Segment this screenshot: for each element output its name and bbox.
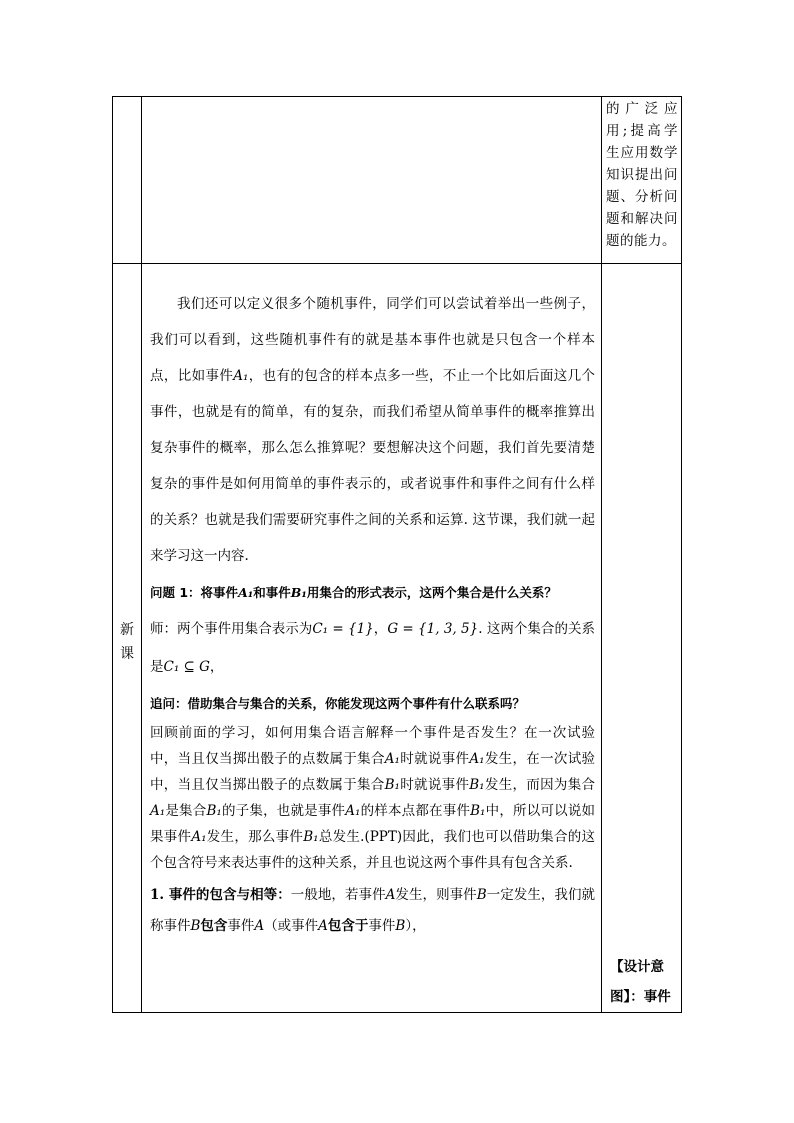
table-row bbox=[113, 97, 682, 264]
side-cell-empty bbox=[113, 97, 142, 264]
definition-paragraph: 1. 事件的包含与相等：一般地，若事件A发生，则事件B一定发生，我们就称事件B包含事件A（或事件A包含于事件B）， bbox=[150, 887, 596, 934]
review-paragraph: 回顾前面的学习，如何用集合语言解释一个事件是否发生？在一次试验中，当且仅当掷出骰子的点数属于集合A₁时就说事件A₁发生，在一次试验中，当且仅当掷出骰子的点数属于集合B₁时就说事件B₁发生，而因为集合A₁是集合B₁的子集，也就是事件A₁的样本点都在事件B₁中，所以可以说如果事件A₁发生，那么事件B₁总发生.(PPT)因此，我们也可以借助集合的这个包含符号来表达事件的这种关系，并且也说这两个事件具有包含关系. bbox=[150, 725, 596, 871]
design-note-cell bbox=[602, 264, 682, 1013]
design-intent-text: 的广泛应用;提高学生应用数学知识提出问题、分析问题和解决问题的能力。 bbox=[606, 101, 678, 249]
side-label-cell bbox=[113, 264, 142, 1013]
content-cell-empty bbox=[142, 97, 602, 264]
lesson-content-cell bbox=[142, 264, 602, 1013]
lesson-table bbox=[112, 96, 682, 1013]
intro-paragraph: 我们还可以定义很多个随机事件，同学们可以尝试着举出一些例子，我们可以看到，这些随机事件有的就是基本事件也就是只包含一个样本点，比如事件A₁，也有的包含的样本点多一些，不止一个比如后面这几个事件，也就是有的简单，有的复杂，而我们希望从简单事件的概率推算出复杂事件的概率，那么怎么推算呢？要想解决这个问题，我们首先要清楚复杂的事件是如何用简单的事件表示的，或者说事件和事件之间有什么样的关系？也就是我们需要研究事件之间的关系和运算. 这节课，我们就一起来学习这一内容. bbox=[150, 296, 596, 564]
table-row bbox=[113, 264, 682, 1013]
lesson-body bbox=[142, 264, 601, 942]
question-1: 问题 1：将事件A₁和事件B₁用集合的形式表示，这两个集合是什么关系？ bbox=[150, 585, 557, 600]
design-intent-label: 【设计意图】：事件 bbox=[610, 959, 671, 1005]
design-note-cell bbox=[602, 97, 682, 264]
review-paragraph-wrap bbox=[150, 720, 595, 876]
teacher-answer: 师：两个事件用集合表示为C₁ = {1}，G = {1, 3, 5}. 这两个集合的关系是C₁ ⊆ G， bbox=[150, 621, 596, 675]
follow-up-question: 追问：借助集合与集合的关系，你能发现这两个事件有什么联系吗？ bbox=[150, 696, 526, 711]
section-label: 新课 bbox=[120, 622, 134, 662]
